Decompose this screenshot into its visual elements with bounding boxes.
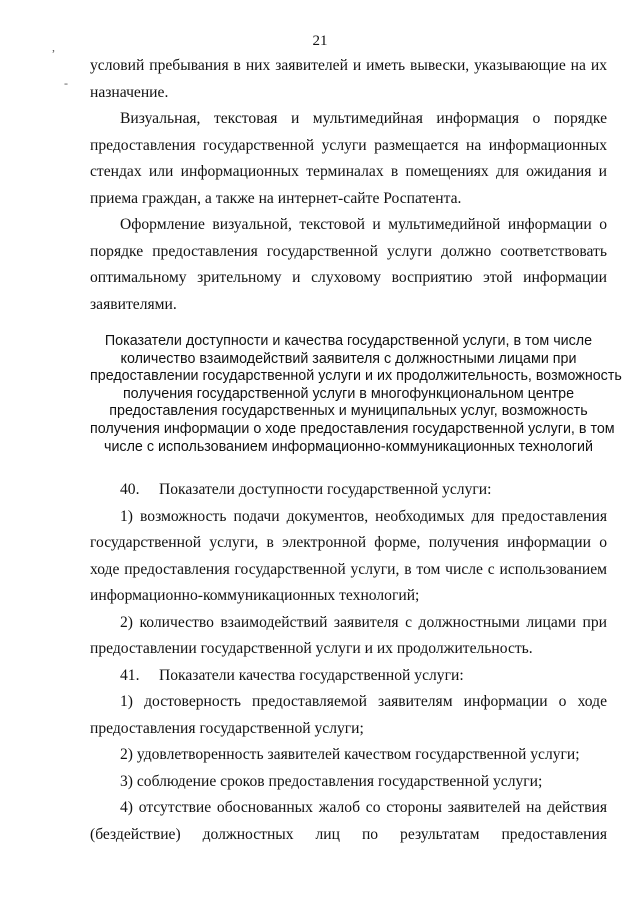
heading-line: получения государственной услуги в многофункциональном центре: [122, 385, 575, 402]
paragraph: 40. Показатели доступности государственной услуги:: [120, 481, 492, 498]
paragraph: 1) возможность подачи документов, необходимых для предоставления государственной услуги, в электронной форме, получения информации о ходе предоставления государственной услуги, в том числе с использованием информационно-коммуникационных технологий;: [90, 507, 607, 604]
paragraph: 2) количество взаимодействий заявителя с должностными лицами при предоставлении государственной услуги и их продолжительность.: [90, 613, 607, 657]
heading-line: Показатели доступности и качества государственной услуги, в том числе: [104, 333, 593, 349]
body-section: [90, 477, 607, 848]
margin-mark: ,: [52, 40, 55, 54]
paragraph: Визуальная, текстовая и мультимедийная информация о порядке предоставления государственной услуги размещается на информационных стендах или информационных терминалах в помещениях для ожидания и приема граждан, а также на интернет-сайте Роспатента.: [90, 110, 607, 207]
paragraph: 2) удовлетворенность заявителей качеством государственной услуги;: [120, 746, 580, 763]
paragraph: 4) отсутствие обоснованных жалоб со стороны заявителей на действия (бездействие) должностных лиц по результатам предоставления: [90, 799, 607, 843]
paragraph: 3) соблюдение сроков предоставления государственной услуги;: [120, 772, 543, 790]
intro-section: [90, 53, 607, 318]
margin-mark: -: [64, 76, 68, 90]
paragraph: условий пребывания в них заявителей и иметь вывески, указывающие на их назначение.: [90, 57, 607, 101]
paragraph: 1) достоверность предоставляемой заявителям информации о ходе предоставления государственной услуги;: [90, 693, 607, 737]
heading-line: предоставления государственных и муниципальных услуг, возможность: [109, 403, 588, 420]
heading-line: получения информации о ходе предоставления государственной услуги, в том: [90, 420, 615, 437]
section-heading: [90, 333, 622, 456]
page-number: 21: [312, 33, 328, 49]
paragraph: 41. Показатели качества государственной услуги:: [120, 666, 464, 684]
heading-line: предоставлении государственной услуги и их продолжительность, возможность: [90, 368, 622, 385]
paragraph: Оформление визуальной, текстовой и мультимедийной информации о порядке предоставления государственной услуги должно соответствовать оптимальному зрительному и слуховому восприятию этой информации заявителями.: [90, 216, 607, 313]
heading-line: числе с использованием информационно-коммуникационных технологий: [104, 438, 593, 455]
heading-line: количество взаимодействий заявителя с должностными лицами при: [120, 350, 577, 367]
